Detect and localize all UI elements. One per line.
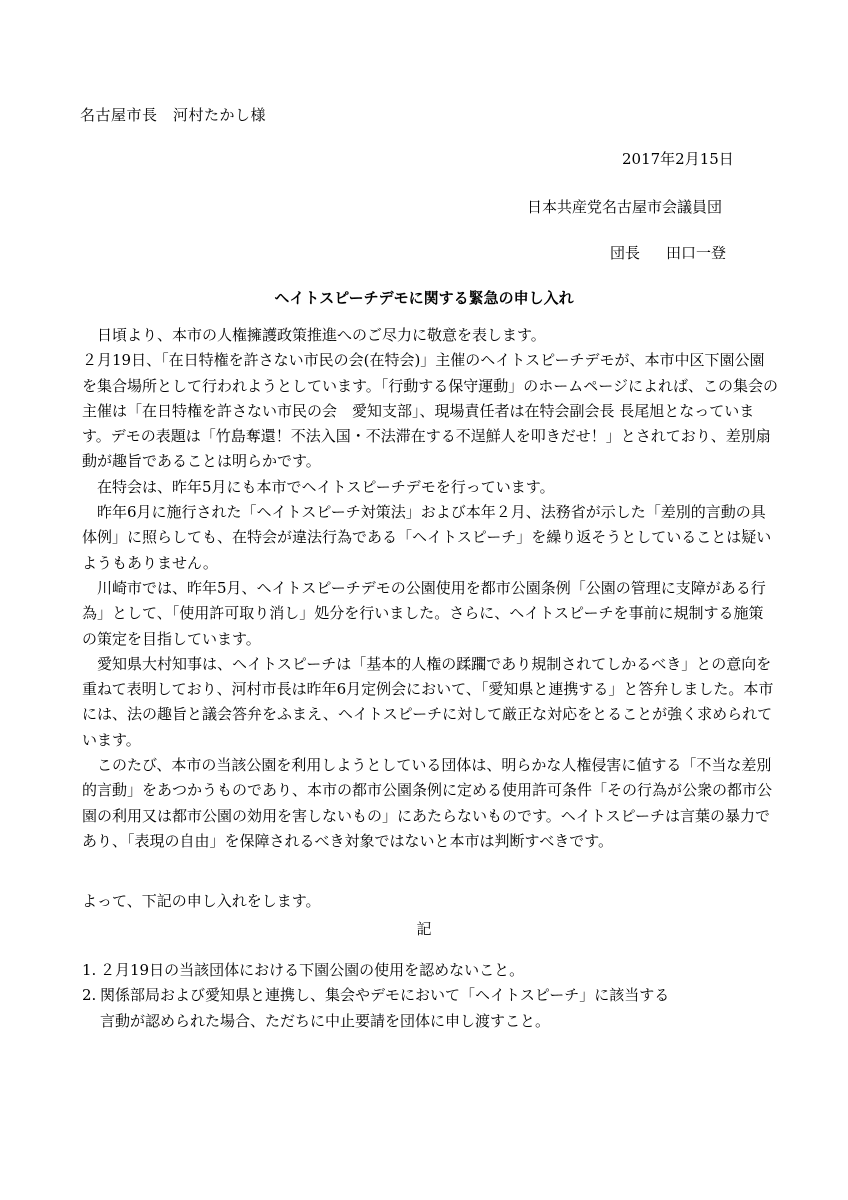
paragraph: 川崎市では、昨年5月、ヘイトスピーチデモの公園使用を都市公園条例「公園の管理に支障がある行為」として、「使用許可取り消し」処分を行いました。さらに、ヘイトスピーチを事前に規制する施策の策定を目指しています。 bbox=[82, 578, 766, 648]
sender-organization: 日本共産党名古屋市会議員団 bbox=[527, 198, 723, 216]
list-item-text: ２月19日の当該団体における下園公園の使用を認めないこと。 bbox=[100, 961, 525, 979]
document-body bbox=[82, 323, 778, 854]
ki-heading: 記 bbox=[416, 920, 432, 938]
addressee: 名古屋市長 河村たかし様 bbox=[80, 106, 267, 124]
document-date: 2017年2月15日 bbox=[622, 150, 734, 168]
paragraph: ２月19日、「在日特権を許さない市民の会(在特会)」主催のヘイトスピーチデモが、本市中区下園公園を集合場所として行われようとしています。「行動する保守運動」のホームページによれば、この集会の主催は「在日特権を許さない市民の会 愛知支部」、現場責任者は在特会副会長 長尾旭となっています。デモの表題は「竹島奪還！不法入国・不法滞在する不逞鮮人を叩きだせ！」とされており、差別扇動が趣旨であることは明らかです。 bbox=[82, 351, 779, 471]
paragraph: 在特会は、昨年5月にも本市でヘイトスピーチデモを行っています。 bbox=[97, 477, 555, 496]
sender-name: 田口一登 bbox=[666, 244, 727, 262]
sender-position: 団長 bbox=[610, 244, 641, 262]
list-item-number: 2. bbox=[82, 986, 97, 1005]
paragraph: このたび、本市の当該公園を利用しようとしている団体は、明らかな人権侵害に値する「不当な差別的言動」をあつかうものであり、本市の都市公園条例に定める使用許可条件「その行為が公衆の都市公園の利用又は都市公園の効用を害しないもの」にあたらないものです。ヘイトスピーチは言葉の暴力であり、「表現の自由」を保障されるべき対象ではないと本市は判断すべきです。 bbox=[82, 756, 773, 850]
request-list bbox=[82, 958, 782, 1034]
paragraph: 昨年6月に施行された「ヘイトスピーチ対策法」および本年２月、法務省が示した「差別的言動の具体例」に照らしても、在特会が違法行為である「ヘイトスピーチ」を繰り返そうとしていることは疑いようもありません。 bbox=[82, 503, 772, 572]
paragraph: 日頃より、本市の人権擁護政策推進へのご尽力に敬意を表します。 bbox=[97, 326, 546, 344]
paragraph: 愛知県大村知事は、ヘイトスピーチは「基本的人権の蹂躙であり規制されてしかるべき」との意向を重ねて表明しており、河村市長は昨年6月定例会において、「愛知県と連携する」と答弁しました。本市には、法の趣旨と議会答弁をふまえ、ヘイトスピーチに対して厳正な対応をとることが強く求められています。 bbox=[82, 654, 774, 749]
document-title: ヘイトスピーチデモに関する緊急の申し入れ bbox=[274, 289, 574, 307]
list-item bbox=[82, 958, 782, 983]
closing-statement: よって、下記の申し入れをします。 bbox=[82, 892, 321, 910]
list-item-number: 1. bbox=[82, 961, 97, 979]
list-item-continuation: 言動が認められた場合、ただちに中止要請を団体に申し渡すこと。 bbox=[100, 1011, 551, 1030]
list-item-text: 関係部局および愛知県と連携し、集会やデモにおいて「ヘイトスピーチ」に該当する bbox=[100, 986, 670, 1005]
list-item bbox=[82, 983, 782, 1008]
sender-head bbox=[610, 242, 726, 263]
